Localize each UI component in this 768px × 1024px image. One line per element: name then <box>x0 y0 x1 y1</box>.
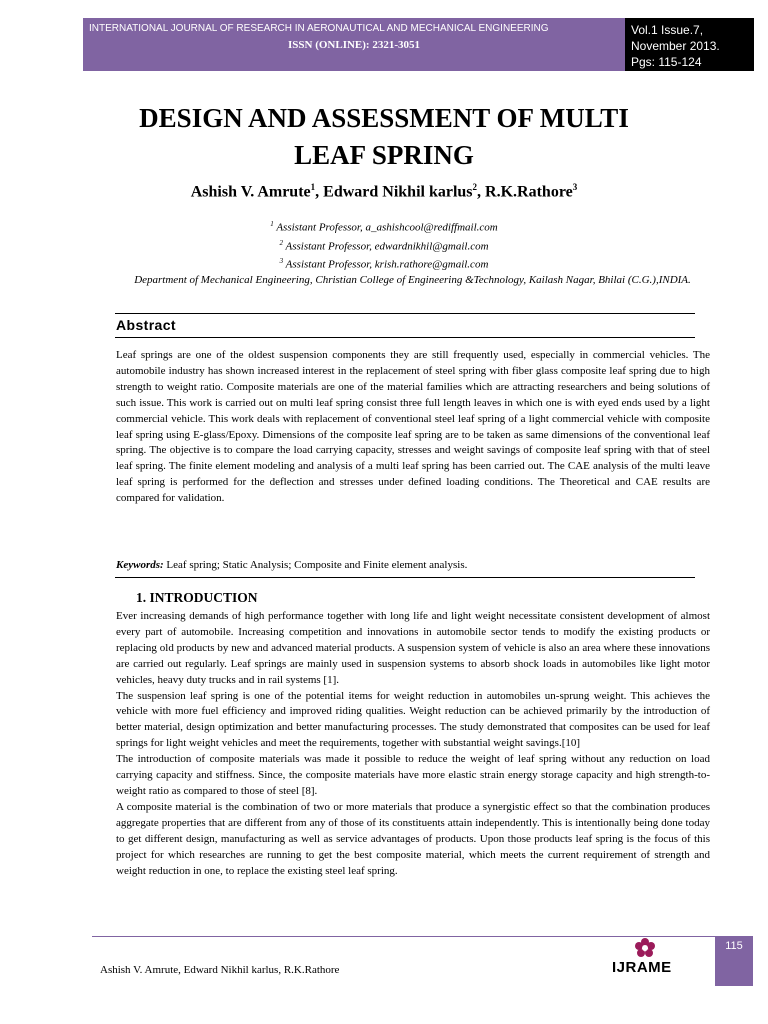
page-number: 115 <box>715 936 753 986</box>
abstract-heading-rule <box>115 337 695 338</box>
page-range: Pgs: 115-124 <box>631 55 702 69</box>
ijrame-logo-text: IJRAME <box>612 959 672 976</box>
title-line-1: DESIGN AND ASSESSMENT OF MULTI <box>139 103 629 133</box>
keywords-rule <box>115 577 695 578</box>
title-line-2: LEAF SPRING <box>294 140 474 170</box>
affiliation-line <box>100 236 668 255</box>
author-name: Ashish V. Amrute <box>190 183 311 201</box>
abstract-body: Leaf springs are one of the oldest suspension components they are still frequently used, especially in commercial vehicles. The automobile industry has shown increased interest in the replacement of steel spring with fiber glass composite leaf spring due to high strength to weight ratio. Composite materials are one of the material families which are attracting researchers and being solutions of such issue. This work is carried out on multi leaf spring consist three full length leaves in which one is with eyed ends used by a light commercial vehicle. This work deals with replacement of conventional steel leaf spring of a light commercial vehicle with composite leaf spring using E-glass/Epoxy. Dimensions of the composite leaf spring are to be taken as same dimensions of the conventional leaf spring. The objective is to compare the load carrying capacity, stresses and weight savings of composite leaf spring with that of steel leaf spring. The finite element modeling and analysis of a multi leaf spring has been carried out. The CAE analysis of the multi leave leaf spring is performed for the deflection and stresses under defined loading conditions. The Theoretical and CAE results are compared for validation. <box>116 349 710 505</box>
paper-title <box>100 100 668 174</box>
paragraph: Ever increasing demands of high performance together with long life and light weight necessitate consistent development of almost every part of automobile. Increasing competition and innovations in automobile sector tends to modify the existing products or replacing old products by new and advanced material products. A suspension system of vehicle is also an area where these innovations are carried out regularly. Leaf springs are mainly used in suspension systems to absorb shock loads in automobiles like light motor vehicles, heavy duty trucks and in rail systems [1]. <box>116 610 710 686</box>
abstract-top-rule <box>115 313 695 314</box>
affiliation-sup: 2 <box>279 238 283 247</box>
paragraph: The suspension leaf spring is one of the potential items for weight reduction in automobiles un-sprung weight. This achieves the vehicle with more fuel efficiency and improved riding qualities. Weight reduction can be achieved primarily by the introduction of better material, design optimization and better manufacturing processes. The study demonstrated that composites can be used for leaf springs for light weight vehicles and meet the requirements, together with substantial weight savings.[10] <box>116 689 710 750</box>
affiliation-sup: 3 <box>279 257 284 266</box>
paragraph: The introduction of composite materials was made it possible to reduce the weight of leaf spring without any reduction on load carrying capacity and stiffness. Since, the composite materials have more elastic strain energy storage capacity and high strength-to-weight ratio as compared to those of steel [8]. <box>116 753 710 797</box>
author-separator: , <box>477 183 486 201</box>
journal-issn: ISSN (ONLINE): 2321-3051 <box>287 39 420 51</box>
author-name: R.K.Rathore <box>485 183 573 201</box>
affiliation-text: Assistant Professor, a_ashishcool@rediffmail.com <box>273 221 498 234</box>
keywords <box>116 558 710 573</box>
paragraph: A composite material is the combination of two or more materials that produce a synergistic effect so that the combination produces aggregate properties that are different from any of those of its constituents attain independently. This is intentionally being done today to get different design, manufacturing as well as service advantages of products. Upon those products leaf spring is the focus of this project for which researches are running to get the best composite material, which meets the current requirement of strength and weight reduction in one, to replace the existing steel leaf spring. <box>116 800 710 877</box>
footer-authors: Ashish V. Amrute, Edward Nikhil karlus, R.K.Rathore <box>100 964 340 976</box>
affiliation-line <box>100 217 668 236</box>
affiliation-sup: 1 <box>270 220 274 228</box>
affiliation-text: Assistant Professor, krish.rathore@gmail.com <box>283 258 489 271</box>
journal-name: INTERNATIONAL JOURNAL OF RESEARCH IN AERONAUTICAL AND MECHANICAL ENGINEERING <box>89 23 549 34</box>
affiliation-text: Assistant Professor, edwardnikhil@gmail.com <box>282 240 489 253</box>
author-name: Edward Nikhil karlus <box>323 183 473 201</box>
author-list <box>100 182 668 201</box>
author-separator: , <box>315 183 324 201</box>
issue-date: November 2013. <box>631 39 720 53</box>
introduction-body <box>116 609 710 879</box>
department: Department of Mechanical Engineering, Christian College of Engineering &Technology, Kailash Nagar, Bhilai (C.G.),INDIA. <box>134 274 691 286</box>
abstract-heading: Abstract <box>116 317 176 333</box>
keywords-label: Keywords: <box>116 559 164 571</box>
affiliation-line <box>100 254 668 273</box>
volume-box <box>625 18 754 71</box>
volume-issue: Vol.1 Issue.7, <box>631 23 704 37</box>
affiliations <box>100 217 668 273</box>
introduction-heading: 1. INTRODUCTION <box>136 590 258 605</box>
author-sup: 3 <box>572 182 578 192</box>
keywords-text: Leaf spring; Static Analysis; Composite and Finite element analysis. <box>163 559 468 571</box>
author-sup: 1 <box>310 182 316 192</box>
author-sup: 2 <box>472 182 478 192</box>
